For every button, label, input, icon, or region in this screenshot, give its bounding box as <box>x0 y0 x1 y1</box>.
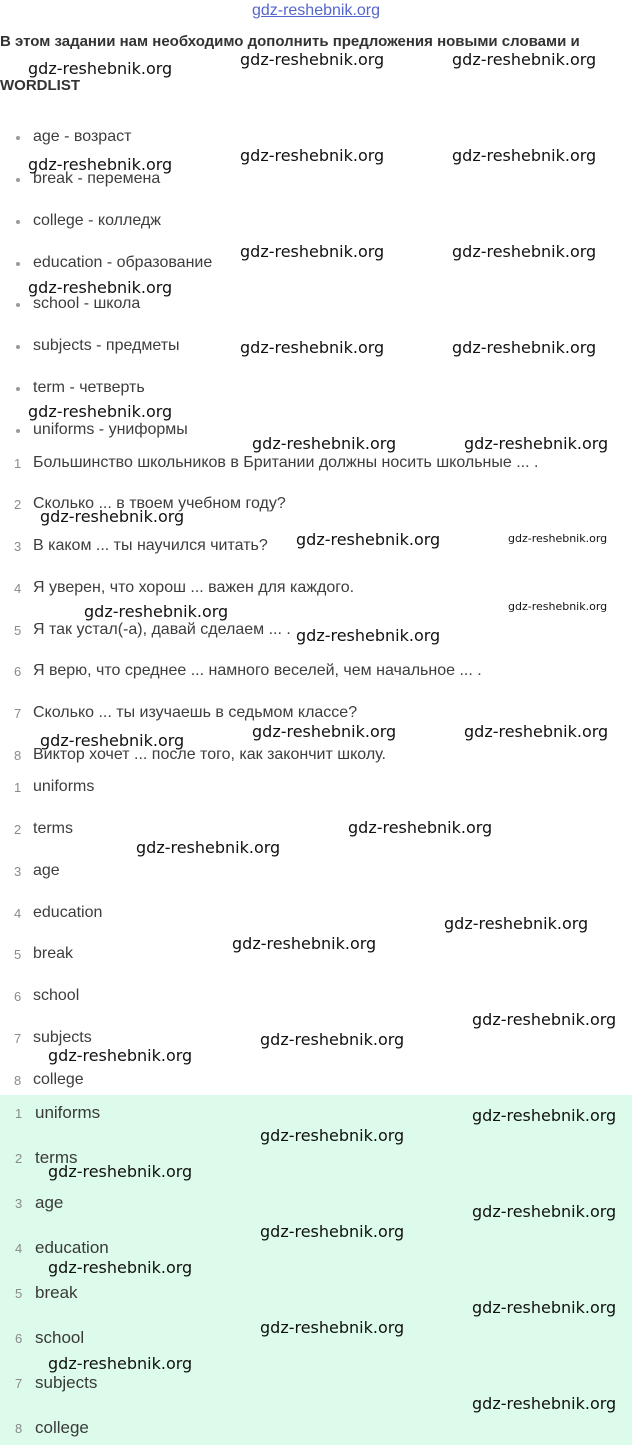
wordlist-item: age - возраст <box>0 125 131 149</box>
sentence-item: 1 Большинство школьников в Британии должны носить школьные ... . <box>14 454 539 471</box>
sentence-item: 6 Я верю, что среднее ... намного веселей, чем начальное ... . <box>14 662 482 679</box>
watermark: gdz-reshebnik.org <box>40 731 185 750</box>
watermark: gdz-reshebnik.org <box>296 530 441 549</box>
watermark: gdz-reshebnik.org <box>136 838 281 857</box>
wordlist-item: education - образование <box>0 251 212 275</box>
watermark: gdz-reshebnik.org <box>508 600 608 613</box>
watermark: gdz-reshebnik.org <box>464 722 609 741</box>
bullet-icon <box>0 209 33 233</box>
watermark: gdz-reshebnik.org <box>240 242 385 261</box>
answer-item: 5 break <box>14 945 74 962</box>
watermark: gdz-reshebnik.org <box>252 722 397 741</box>
highlighted-answer-item: 1 uniforms <box>15 1103 101 1122</box>
task-intro: В этом задании нам необходимо дополнить предложения новыми словами и <box>0 33 580 50</box>
sentence-item: 3 В каком ... ты научился читать? <box>14 537 268 554</box>
sentence-item: 4 Я уверен, что хорош ... важен для каждого. <box>14 579 355 596</box>
watermark: gdz-reshebnik.org <box>28 402 173 421</box>
highlighted-answer-item: 7 subjects <box>15 1373 98 1392</box>
watermark: gdz-reshebnik.org <box>452 146 597 165</box>
watermark: gdz-reshebnik.org <box>464 434 609 453</box>
watermark: gdz-reshebnik.org <box>296 626 441 645</box>
sentence-item: 8 Виктор хочет ... после того, как закончит школу. <box>14 746 386 763</box>
watermark: gdz-reshebnik.org <box>48 1258 193 1277</box>
wordlist-item: break - перемена <box>0 167 160 191</box>
watermark: gdz-reshebnik.org <box>48 1354 193 1373</box>
watermark: gdz-reshebnik.org <box>452 338 597 357</box>
watermark: gdz-reshebnik.org <box>28 59 173 78</box>
highlighted-answer-item: 5 break <box>15 1283 78 1302</box>
bullet-icon <box>0 376 33 400</box>
watermark: gdz-reshebnik.org <box>40 507 185 526</box>
watermark: gdz-reshebnik.org <box>28 278 173 297</box>
highlighted-answer-item: 8 college <box>15 1418 89 1437</box>
wordlist-heading: WORDLIST <box>0 77 80 94</box>
watermark: gdz-reshebnik.org <box>260 1126 405 1145</box>
watermark: gdz-reshebnik.org <box>260 1318 405 1337</box>
highlighted-answer-item: 4 education <box>15 1238 109 1257</box>
wordlist-item: term - четверть <box>0 376 145 400</box>
watermark: gdz-reshebnik.org <box>48 1046 193 1065</box>
watermark: gdz-reshebnik.org <box>252 434 397 453</box>
watermark: gdz-reshebnik.org <box>232 934 377 953</box>
watermark: gdz-reshebnik.org <box>240 50 385 69</box>
watermark: gdz-reshebnik.org <box>472 1106 617 1125</box>
highlighted-answer-item: 2 terms <box>15 1148 78 1167</box>
sentence-item: 7 Сколько ... ты изучаешь в седьмом классе? <box>14 704 358 721</box>
bullet-icon <box>0 418 33 442</box>
highlighted-answer-item: 6 school <box>15 1328 85 1347</box>
bullet-icon <box>0 125 33 149</box>
answer-item: 3 age <box>14 862 60 879</box>
sentence-item: 5 Я так устал(-а), давай сделаем ... . <box>14 621 291 638</box>
watermark: gdz-reshebnik.org <box>472 1394 617 1413</box>
bullet-icon <box>0 334 33 358</box>
answer-item: 1 uniforms <box>14 778 95 795</box>
answer-item: 6 school <box>14 987 80 1004</box>
wordlist-item: subjects - предметы <box>0 334 180 358</box>
watermark: gdz-reshebnik.org <box>48 1162 193 1181</box>
answer-item: 2 terms <box>14 820 73 837</box>
site-link[interactable]: gdz-reshebnik.org <box>251 2 381 19</box>
watermark: gdz-reshebnik.org <box>452 50 597 69</box>
watermark: gdz-reshebnik.org <box>452 242 597 261</box>
watermark: gdz-reshebnik.org <box>508 532 608 545</box>
watermark: gdz-reshebnik.org <box>240 146 385 165</box>
watermark: gdz-reshebnik.org <box>348 818 493 837</box>
wordlist-item: school - школа <box>0 292 140 316</box>
watermark: gdz-reshebnik.org <box>84 602 229 621</box>
wordlist-item: uniforms - униформы <box>0 418 188 442</box>
wordlist-item: college - колледж <box>0 209 161 233</box>
watermark: gdz-reshebnik.org <box>472 1010 617 1029</box>
watermark: gdz-reshebnik.org <box>260 1222 405 1241</box>
watermark: gdz-reshebnik.org <box>240 338 385 357</box>
highlighted-answer-item: 3 age <box>15 1193 64 1212</box>
watermark: gdz-reshebnik.org <box>260 1030 405 1049</box>
bullet-icon <box>0 251 33 275</box>
answer-item: 7 subjects <box>14 1029 92 1046</box>
answer-item: 4 education <box>14 904 103 921</box>
watermark: gdz-reshebnik.org <box>444 914 589 933</box>
answer-item: 8 college <box>14 1071 84 1088</box>
watermark: gdz-reshebnik.org <box>28 155 173 174</box>
sentence-item: 2 Сколько ... в твоем учебном году? <box>14 495 286 512</box>
watermark: gdz-reshebnik.org <box>472 1298 617 1317</box>
watermark: gdz-reshebnik.org <box>472 1202 617 1221</box>
